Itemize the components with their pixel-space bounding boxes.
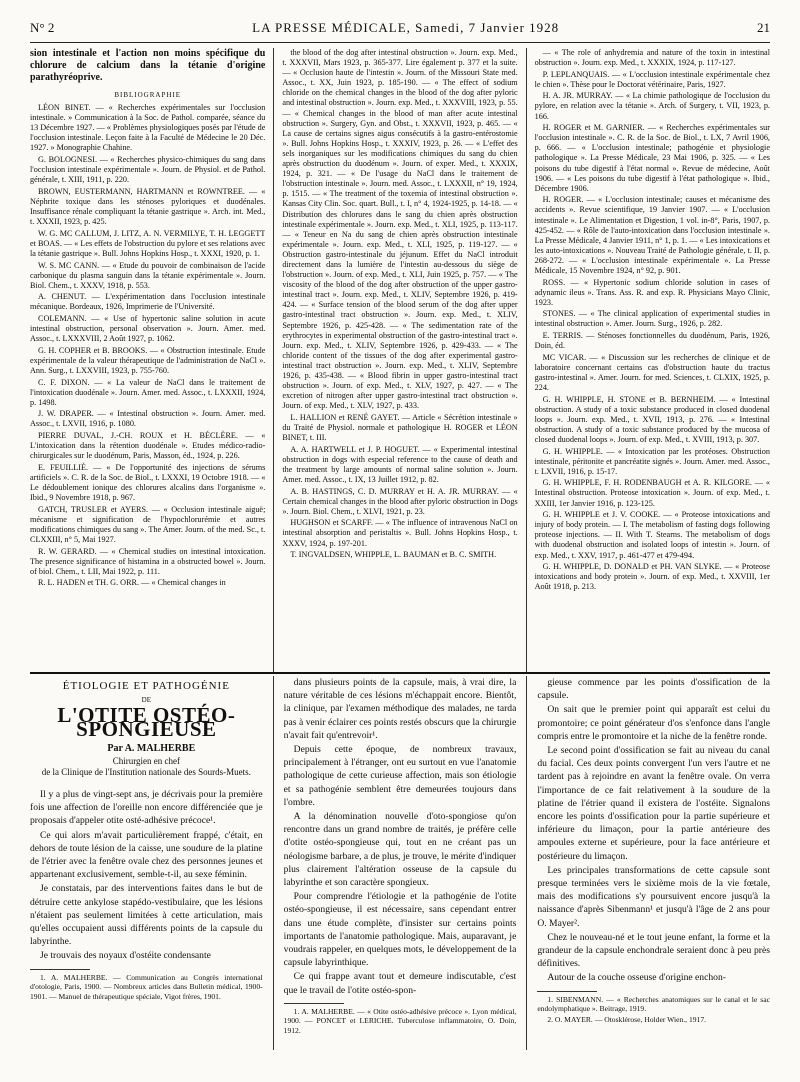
bibliography-entry: P. LEPLANQUAIS. — « L'occlusion intestinale expérimentale chez le chien ». Thèse pour le Doctorat vétérinaire, Paris, 1927. <box>534 69 770 89</box>
bibliography-entry: L. HALLION et RENÉ GAYET. — Article « Sécrétion intestinale » du Traité de Physiol. normale et pathologique H. ROGER et LÉON BINET, t. III. <box>282 412 518 443</box>
bibliography-entry: H. A. JR. MURRAY. — « La chimie pathologique de l'occlusion du pylore, en relation avec la tétanie ». Arch. of Surgery, t. VII, 1923, p. 166. <box>534 91 770 121</box>
bibliography-entry: J. W. DRAPER. — « Intestinal obstruction ». Journ. Amer. med. Assoc., t. LXVII, 1916, p. 1080. <box>30 409 266 429</box>
article-column-3 <box>537 676 770 1050</box>
column-divider <box>273 676 274 1050</box>
bibliography-entry: MC VICAR. — « Discussion sur les recherches de clinique et de laboratoire concernant certains cas d'obstruction haute du tractus gastro-intestinal ». Amer. Journ. for med. Sciences, t. CLXIX, 1925, p. 224. <box>534 352 770 392</box>
article-paragraph: Je constatais, par des interventions faites dans le but de détruire cette ankylose stapédo-vestibulaire, que les lésions n'étaient pas seulement limitées à cette articulation, mais qu'elles occupaient aussi différents points de la capsule du labyrinthe. <box>30 883 263 948</box>
bibliography-entry: R. L. HADEN et TH. G. ORR. — « Chemical changes in <box>38 578 226 588</box>
article-paragraph: Le second point d'ossification se fait au niveau du canal du facial. Ces deux points convergent l'un vers l'autre et ne tardent pas à rejoindre en avant la fenêtre ovale. On verra l'importance de ce fait relativement à la soudure de la platine de l'étrier quand il existera de l'ostéite. Signalons encore les points d'ossification pour la partie supérieure et inférieure du limaçon, pour la partie antérieure des ampoules externe et supérieure, pour la face antérieure et postérieure du limaçon. <box>537 745 770 862</box>
page-number-right: 21 <box>756 20 770 35</box>
bibliography-entry: COLEMANN. — « Use of hypertonic saline solution in acute intestinal obstruction, personal observation ». Journ. Amer. med. Assoc., t. LXXXVIII, 2 Août 1927, p. 1062. <box>30 313 266 344</box>
bibliography-column-1 <box>30 48 265 674</box>
bibliography-entry: A. A. HARTWELL et J. P. HOGUET. — « Experimental intestinal obstruction in dogs with especial reference to the cause of death and the treatment by large amounts of normal saline solution ». Journ. Amer. med. Assoc., t. IX, 13 Juillet 1912, p. 82. <box>282 444 518 484</box>
header-rule <box>30 42 770 43</box>
bibliography-entry: A. B. HASTINGS, C. D. MURRAY et H. A. JR. MURRAY. — « Certain chemical changes in the blood after pyloric obstruction in Dogs ». Journ. Biol. Chem., t. XLVI, 1921, p. 23. <box>282 486 518 516</box>
bibliography-entry: E. FEUILLIÉ. — « De l'opportunité des injections de sérums artificiels ». C. R. de la Soc. de Biol., t. LXXXI, 19 Octobre 1918. — « Le dédoublement ionique des chlorures alcalins dans l'organisme ». Ibid., 9 Novembre 1918, p. 967. <box>30 462 266 503</box>
affiliation-line-2: de la Clinique de l'Institution nationale des Sourds-Muets. <box>41 767 251 778</box>
article-author: Par A. MALHERBE <box>107 742 196 754</box>
column-divider <box>526 48 527 674</box>
bibliography-entry: — « The role of anhydremia and nature of the toxin in intestinal obstruction ». Journ. exp. Med., t. XXXIX, 1924, p. 117-127. <box>534 48 770 68</box>
footnote: 1. SIBENMANN. — « Recherches anatomiques sur le canal et le sac endolymphatique ». Beitrage, 1919. <box>537 994 770 1014</box>
column-divider <box>526 676 527 1050</box>
bibliography-column-2 <box>282 48 517 674</box>
bibliography-entry: T. INGVALDSEN, WHIPPLE, L. BAUMAN et B. C. SMITH. <box>290 550 497 560</box>
bibliography-entry: G. H. WHIPPLE. — « Intoxication par les protéoses. Obstruction intestinale, péritonite et pancréatite signés ». Journ. Amer. med. Assoc., t. LXVII, 1916, p. 15-17. <box>534 446 770 476</box>
bibliography-entry: LÉON BINET. — « Recherches expérimentales sur l'occlusion intestinale. » Communication à la Soc. de Pathol. comparée, séance du 13 Décembre 1927. — « Problèmes physiologiques posés par l'étude de l'occlusion intestinale. Leçon faite à la Faculté de Médecine le 20 Déc. 1927. » Monographie Chahine. <box>30 103 266 153</box>
bibliography-entry: G. H. WHIPPLE, D. DONALD et PH. VAN SLYKE. — « Proteose intoxications and body protein ». Journ. of exp. Med., t. XXVIII, 1er Août 1918, p. 213. <box>534 562 770 592</box>
article-paragraph: dans plusieurs points de la capsule, mais, à vrai dire, la nature véritable de ces lésions m'échappait encore. Bientôt, la clinique, par l'examen méthodique des malades, ne tarda pas à venir éclairer ces points restés obscurs que la chirurgie n'avait fait qu'entrevoir¹. <box>283 677 517 741</box>
footnote: 2. O. MAYER. — Otosklérose, Holder Wien., 1917. <box>547 1014 707 1024</box>
running-title: LA PRESSE MÉDICALE, Samedi, 7 Janvier 1928 <box>252 20 560 35</box>
bibliography-entry: PIERRE DUVAL, J.-CH. ROUX et H. BÉCLÈRE. — « L'intoxication dans la rétention duodénale ». Etudes médico-radio-chirurgicales sur le duodénum, Paris, Masson, éd., 1924, p. 226. <box>30 431 266 461</box>
article-paragraph: Ce qui frappe avant tout et demeure indiscutable, c'est que le travail de l'otite ostéo-spon- <box>283 971 517 996</box>
bibliography-entry: G. H. WHIPPLE, H. STONE et B. BERNHEIM. — « Intestinal obstruction. A study of a toxic substance produced in closed duodenal loops ». Journ. exp. Med., t. XVII, 1913, p. 276. — « Intestinal obstruction. A study of a toxic substance produced by the mucosa of closed duodenal loops ». Journ. of exp. Med., t. XVIII, 1913, p. 307. <box>534 394 770 444</box>
article-title: L'OTITE OSTÉO-SPONGIEUSE <box>57 703 236 741</box>
lead-paragraph: sion intestinale et l'action non moins spécifique du chlorure de calcium dans la tétanie d'origine parathyréoprive. <box>30 48 266 83</box>
article-paragraph: Pour comprendre l'étiologie et la pathogénie de l'otite ostéo-spongieuse, il est nécessaire, sans cependant entrer dans une étude complète, d'insister sur certains points importants de l'anatomie pathologique. Mais, auparavant, je voudrais rappeler, en quelques mots, le développement de la capsule labyrinthique. <box>283 891 517 969</box>
footnote-rule <box>537 991 597 992</box>
article-paragraph: Ce qui alors m'avait particulièrement frappé, c'était, en dehors de toute lésion de la caisse, une soudure de la platine de l'étrier avec la fenêtre ovale chez des personnes jeunes et appartenant exclusivement, semble-t-il, au sexe féminin. <box>30 829 263 881</box>
bibliography-entry: G. H. WHIPPLE, F. H. RODENBAUGH et A. R. KILGORE. — « Intestinal obstruction. Proteose intoxication ». Journ. of exp. Med., t. XXIII, 1er Janvier 1916, p. 123-125. <box>534 478 770 508</box>
bibliography-entry: ROSS. — « Hypertonic sodium chloride solution in cases of adynamic ileus ». Trans. Ass. R. and exp. R. Physicians Mayo Clinic, 1923. <box>534 277 770 307</box>
author-affiliation <box>30 756 263 778</box>
footnote: 1. A. MALHERBE. — Communication au Congrès international d'otologie, Paris, 1900. — Nombreux articles dans Bulletin médical, 1900-1901. — Manuel de thérapeutique spéciale, Vigot frères, 1901. <box>30 972 263 1001</box>
section-title: ÉTIOLOGIE ET PATHOGÉNIE <box>62 680 230 692</box>
page-number-left: N° 2 <box>30 20 55 35</box>
article-paragraph: Autour de la couche osseuse d'origine enchon- <box>547 972 726 984</box>
section-rule <box>30 672 770 674</box>
bibliography-title: BIBLIOGRAPHIE <box>114 91 181 99</box>
article-paragraph: Depuis cette époque, de nombreux travaux, principalement à l'étranger, ont eu surtout en vue l'anatomie pathologique de cette curieuse affection, mais son étiologie et sa pathogénie semblent être demeurées toujours dans l'ombre. <box>283 744 517 808</box>
bibliography-entry: H. ROGER. — « L'occlusion intestinale; causes et mécanisme des accidents ». Revue scientifique, 19 Janvier 1907. — « L'occlusion intestinale ». Le Alimentation et Digestion, 1 vol. in-8°, Paris, 1907, p. 425-452. — « Rôle de l'auto-intoxication dans l'occlusion intestinale ». La Presse Médicale, 4 Janvier 1911, n° 1, p. 1. — « Les intoxications et les auto-intoxications ». Nouveau Traité de Pathologie générale, t. II, p. 268-272. — « L'occlusion intestinale expérimentale ». La Presse Médicale, 15 Novembre 1924, n° 92, p. 901. <box>534 195 770 275</box>
bibliography-entry: W. G. MC CALLUM, J. LITZ, A. N. VERMILYE, T. H. LEGGETT et BOAS. — « Les effets de l'obstruction du pylore et ses relations avec la tétanie gastrique ». Bull. Johns Hopkins Hosp., t. XXXI, 1920, p. 1. <box>30 228 266 258</box>
bibliography-section <box>30 48 770 674</box>
bibliography-entry: G. H. WHIPPLE et J. V. COOKE. — « Proteose intoxications and injury of body protein. — I. The metabolism of fasting dogs following proteose injections. — II. With T. Stearns. The metabolism of dogs with duodenal obstruction and isolated loops of intestin ». Journ. of exp. Med., t. XXV, 1917, p. 461-477 et 479-494. <box>534 510 770 560</box>
footnotes <box>537 995 770 1025</box>
affiliation-line-1: Chirurgien en chef <box>112 756 180 767</box>
bibliography-entries-1 <box>30 103 265 588</box>
article-paragraph: Chez le nouveau-né et le tout jeune enfant, la forme et la grandeur de la capsule enchondrale seraient donc à peu près définitives. <box>537 931 770 970</box>
bibliography-entry: G. H. COPHER et B. BROOKS. — « Obstruction intestinale. Etude expérimentale de la valeur thérapeutique de l'administration de NaCl ». Ann. Surg., t. LXXVIII, 1923, p. 755-760. <box>30 345 266 375</box>
article-paragraph: On sait que le premier point qui apparaît est celui du promontoire; ce point générateur d'os s'enfonce dans l'angle compris entre le promontoire et la niche de la fenêtre ronde. <box>537 704 770 742</box>
bibliography-entry: A. CHENUT. — L'expérimentation dans l'occlusion intestinale mécanique. Bordeaux, 1926, Imprimerie de l'Université. <box>30 292 266 312</box>
bibliography-entry: STONES. — « The clinical application of experimental studies in intestinal obstruction ». Amer. Journ. Surg., 1926, p. 282. <box>534 309 770 329</box>
bibliography-entry: G. BOLOGNESI. — « Recherches physico-chimiques du sang dans l'occlusion intestinale expérimentale ». Journ. de Physiol. et de Pathol. générale, t. XIII, 1911, p. 220. <box>30 155 266 185</box>
bibliography-entry: HUGHSON et SCARFF. — « The influence of intravenous NaCl on intestinal absorption and peristaltis ». Bull. Johns Hopkins Hosp., t. XXXV, 1924, p. 197-201. <box>282 518 518 548</box>
bibliography-entry: C. F. DIXON. — « La valeur de NaCl dans le traitement de l'intoxication duodénale ». Journ. Amer. med. Assoc., t. LXXXII, 1924, p. 1498. <box>30 377 266 407</box>
article-paragraph: A la dénomination nouvelle d'oto-spongiose qu'on rencontre dans un grand nombre de traités, je préfère celle d'otite ostéo-spongieuse qui, tout en ne créant pas un néologisme barbare, a de plus, je trouve, le mérite d'indiquer plus clairement l'altération osseuse de la capsule du labyrinthe et son caractère spongieux. <box>283 811 517 889</box>
bibliography-entry: GATCH, TRUSLER et AYERS. — « Occlusion intestinale aiguë; mécanisme et signification de l'hypochlorurémie et autres modifications chimiques du sang ». The Amer. Journ. of the med. Sc., t. CLXXIII, n° 5, Mai 1927. <box>30 504 266 544</box>
article-body-2 <box>284 676 517 997</box>
bibliography-column-3 <box>535 48 770 674</box>
article-paragraph: gieuse commence par les points d'ossification de la capsule. <box>537 677 770 702</box>
footnote-rule <box>284 1003 344 1004</box>
bibliography-entry: BROWN, EUSTERMANN, HARTMANN et ROWNTREE. — « Néphrite toxique dans les sténoses pyloriques et duodénales. Insuffisance rénale compliquant la tétanie gastrique ». Arch. int. Med., t. XXXII, 1923, p. 425. <box>30 186 266 227</box>
bibliography-entry: W. S. MC CANN. — « Etude du pouvoir de combinaison de l'acide carbonique du plasma sanguin dans la tétanie expérimentale ». Journ. Biol. Chem., t. XXXV, 1918, p. 553. <box>30 260 266 290</box>
footnote-rule <box>30 969 90 970</box>
section-de: DE <box>141 696 152 705</box>
article-paragraph: Les principales transformations de cette capsule sont presque terminées vers le sixième mois de la vie fœtale, mais des modifications s'y poursuivent encore jusqu'à la naissance d'après Sibenmann¹ et jusqu'à l'âge de 2 ans pour O. Mayer². <box>537 864 770 929</box>
column-divider <box>273 48 274 674</box>
article-body-1 <box>30 788 263 963</box>
bibliography-entry: R. W. GERARD. — « Chemical studies on intestinal intoxication. The presence significance of histamina in a obstructed bowel ». Journ. of biol. Chem., t. LII, Mai 1922, p. 111. <box>30 546 266 576</box>
article-column-2 <box>284 676 517 1050</box>
bibliography-entry: the blood of the dog after intestinal obstruction ». Journ. exp. Med., t. XXXVII, Mars 1923, p. 365-377. Lire également p. 377 et la suite. — « Occlusion haute de l'intestin ». Journ. of the Missouri State med. Assoc., t. XX, Juin 1923, p. 185-190. — « The effect of sodium chloride on the chemical changes in the blood of the dog after pyloric and intestinal obstruction ». Journ. exp. Med., t. XXXVIII, 1923, p. 55. — « Chemical changes in the blood of man after acute intestinal obstruction ». Surgery, Gyn. and Obst., t. XXXVII, 1923, p. 465. — « La cause de certains signes aigus consécutifs à la gastro-entérostomie ». Bull. Johns Hopkins Hosp., t. XXXIV, 1923, p. 26. — « L'effet des sels inorganiques sur les modifications chimiques du sang du chien après obstruction du duodénum ». Journ. of exper. Med., t. XXXIX, 1924, p. 321. — « De l'usage du NaCl dans le traitement de l'obstruction intestinale ». Journ. med. Assoc., t. LXXXII, n° 19, 1924, p. 1515. — « The treatment of the toxemia of intestinal obstruction ». Kansas City Clin. Soc. quart. Bull., t. I, n° 4, 1924-1925, p. 14-18. — « Distribution des chlorures dans le sang du chien après obstruction intestinale expérimentale ». Journ. exp. Med., t. XLI, 1925, p. 113-117. — « Teneur en Na du sang de chien après obstruction intestinale expérimentale ». Journ. exp. Med., t. XLI, 1925, p. 119-127. — « Obstruction gastro-intestinale du jéjunum. Effet du NaCl introduit directement dans la lumière de l'intestin au-dessous du siège de l'obstruction ». Journ. of exp. Med., t. XLI, Juin 1925, p. 757. — « The viscosity of the blood of the dog after obstruction of the upper gastro-intestinal tract ». Journ. exp. Med., t. XLIV, Septembre 1926, p. 419-424. — « Surface tension of the blood serum of the dog after upper gastro-intestinal tract obstruction ». Journ. exp. Med., t. XLIV, Septembre 1926, p. 425-428. — « The sedimentation rate of the erythrocytes in experimental obstruction of the gastro-intestinal tract ». Journ. exp. Med., t. XLIV, Septembre 1926, p. 429-433. — « The chloride content of the tissues of the dog after experimental gastro-intestinal tract obstruction ». Journ. exp. Med., t. XLIV, Septembre 1926, p. 435-438. — « Blood fibrin in upper gastro-intestinal tract obstruction ». Journ. of exp. Med., t. XLV, 1927, p. 427. — « The excretion of nitrogen after upper gastro-intestinal tract obstruction ». Journ. of exp. Med., t. XLV, 1927, p. 433. <box>282 48 518 411</box>
page-header <box>30 18 770 38</box>
footnote: 1. A. MALHERBE. — « Otite ostéo-adhésive précoce ». Lyon médical, 1900. — PONCET et LERICHE. Tuberculose inflammatoire, O. Doin, 1912. <box>283 1006 517 1036</box>
article-paragraph: Il y a plus de vingt-sept ans, je décrivais pour la première fois une affection de l'oreille non encore différenciée que je proposais d'appeler otite osté-adhésive précoce¹. <box>30 789 263 827</box>
bibliography-entry: E. TERRIS. — Sténoses fonctionnelles du duodénum, Paris, 1926, Doin, éd. <box>534 331 770 351</box>
article-paragraph: Je trouvais des noyaux d'ostéite condensante <box>40 950 211 962</box>
bibliography-entry: H. ROGER et M. GARNIER. — « Recherches expérimentales sur l'occlusion intestinale ». C. R. de la Soc. de Biol., t. LX, 7 Avril 1906, p. 666. — « L'occlusion intestinale; pathogénie et physiologie pathologique ». La Presse Médicale, 23 Mai 1906, p. 325. — « Les poisons du tube digestif à l'état normal ». Revue de médecine, Août 1906. — « Les poisons du tube digestif à l'état pathologique ». Ibid., Décembre 1906. <box>534 123 770 193</box>
article-body-3 <box>537 676 770 985</box>
article-column-1 <box>30 676 263 1050</box>
article-section <box>30 676 770 1050</box>
